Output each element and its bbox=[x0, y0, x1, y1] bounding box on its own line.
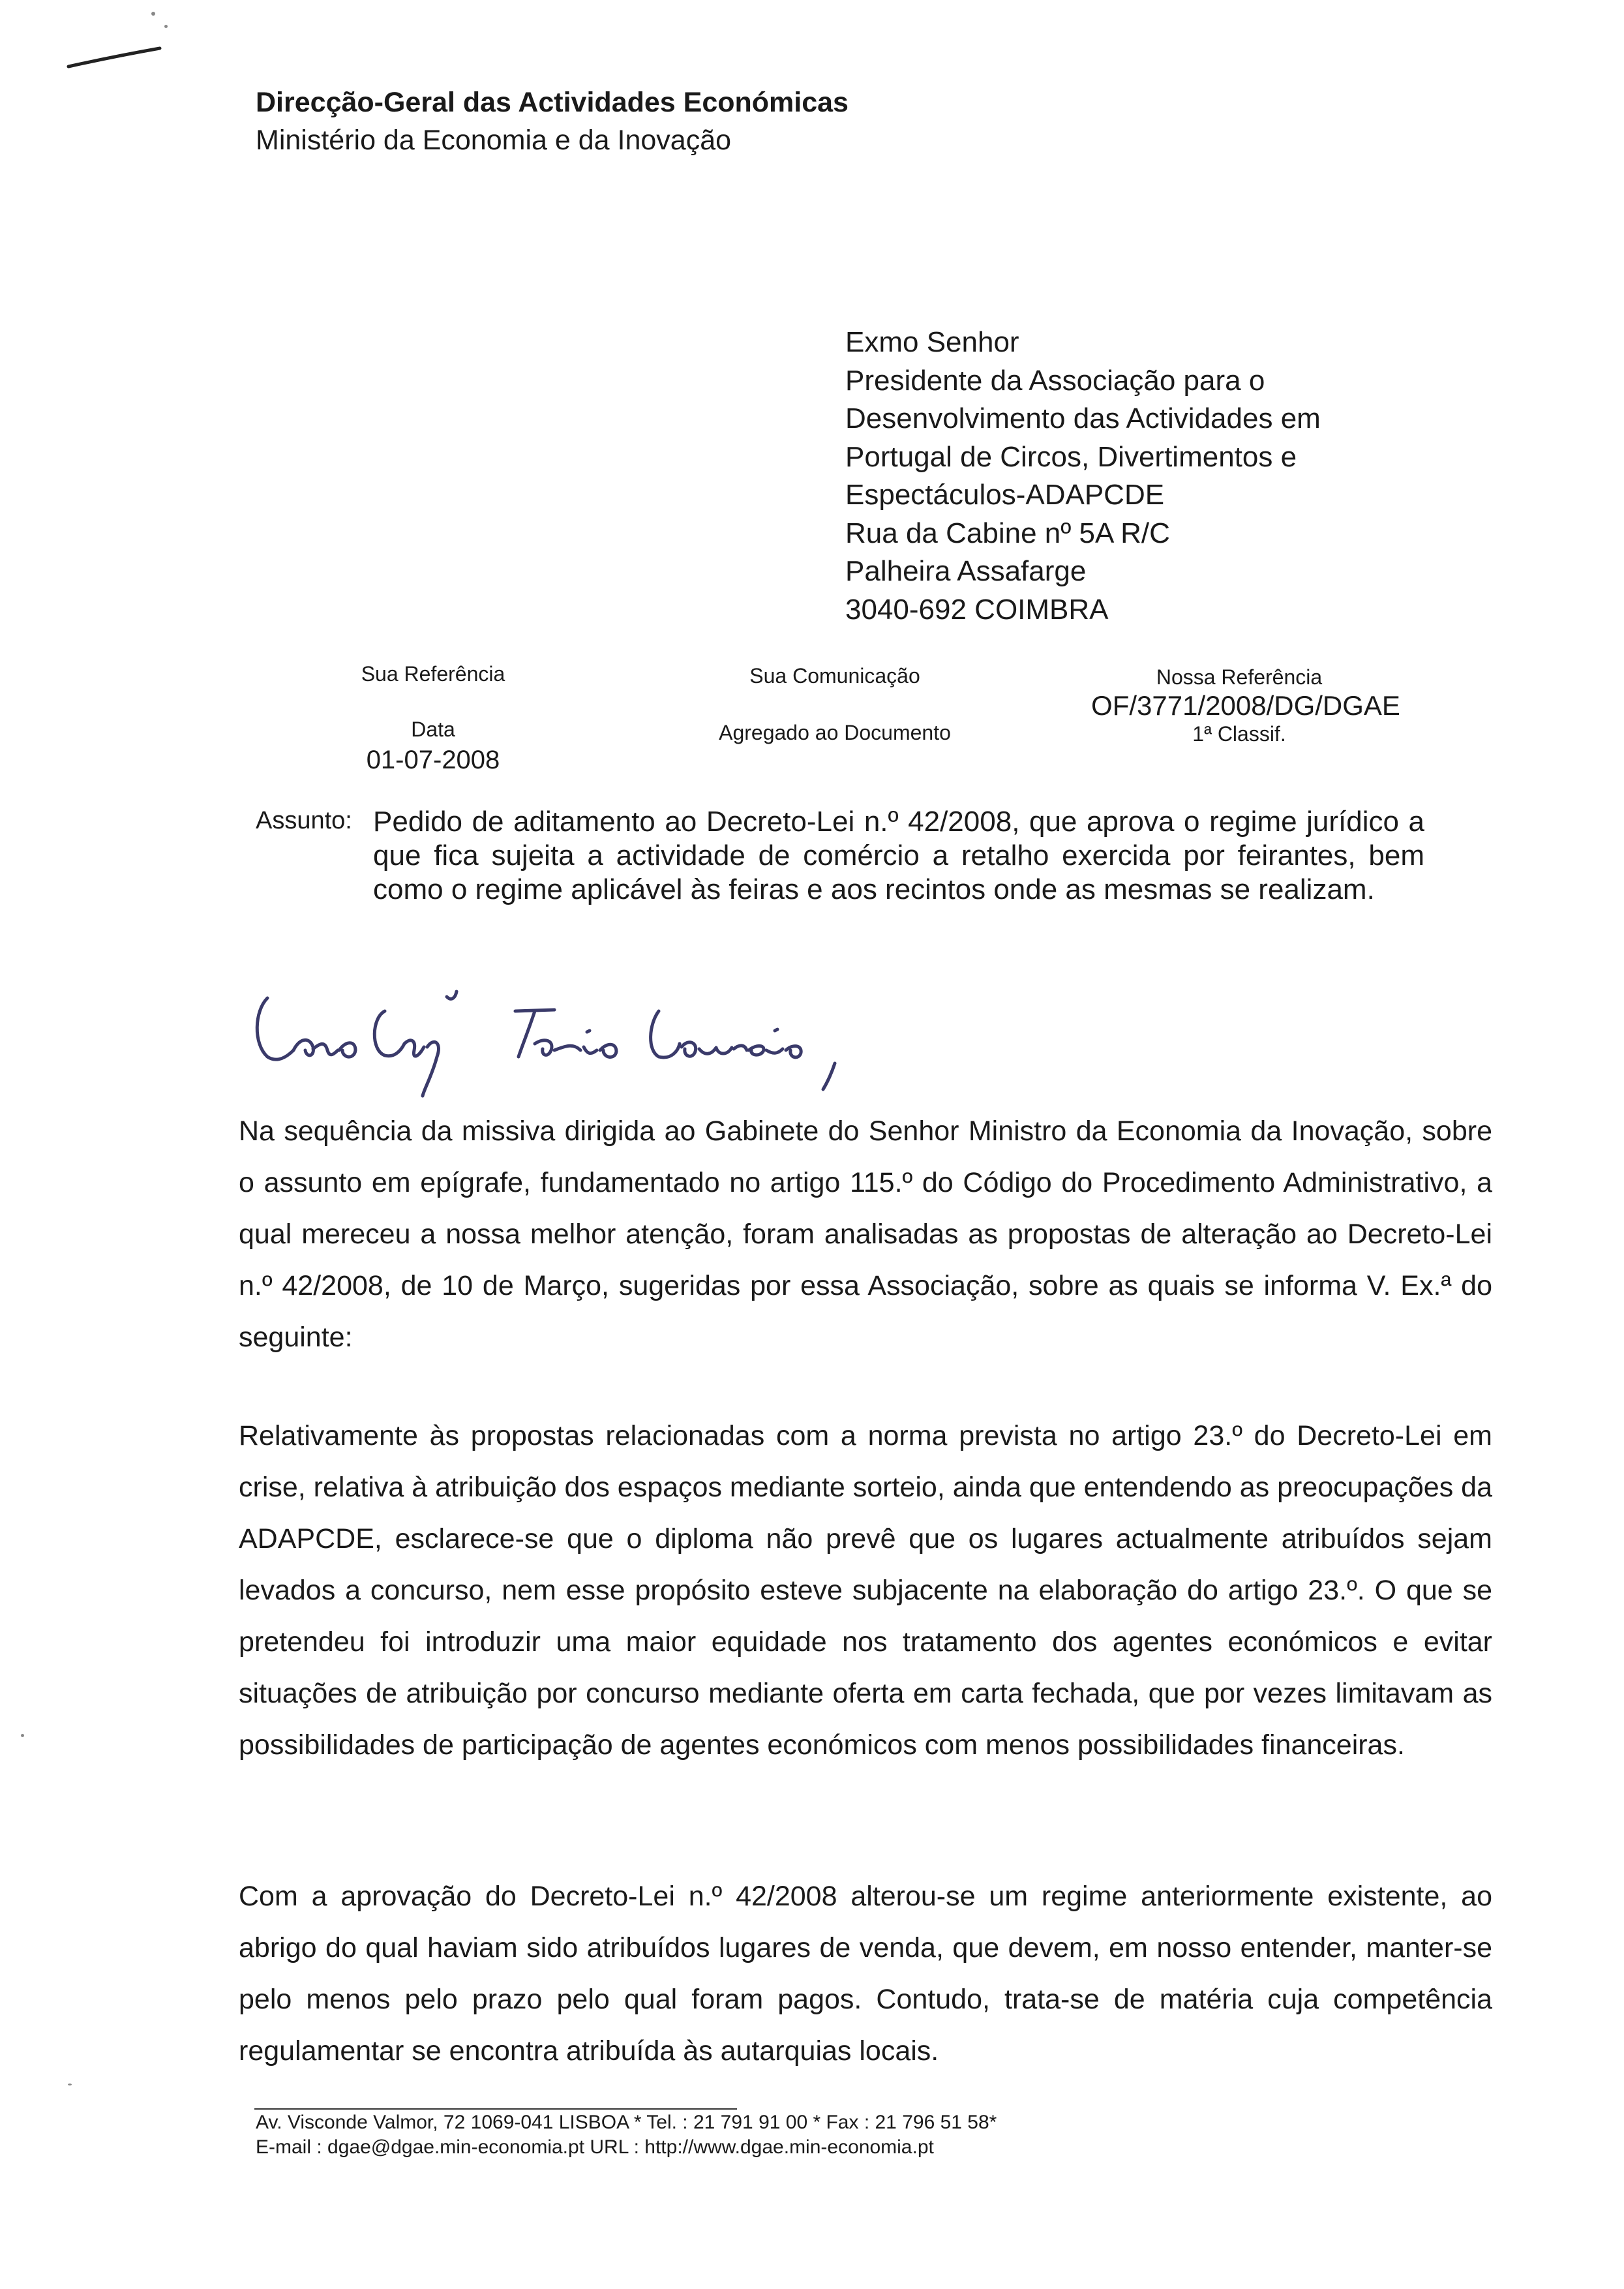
data-label: Data bbox=[411, 718, 455, 741]
agregado-label: Agregado ao Documento bbox=[719, 721, 951, 744]
addressee-line: Exmo Senhor bbox=[845, 326, 1019, 358]
pen-stroke-mark bbox=[65, 39, 163, 72]
addressee-line: 3040-692 COIMBRA bbox=[845, 593, 1109, 626]
scan-speck bbox=[164, 25, 168, 28]
addressee-line: Desenvolvimento das Actividades em bbox=[845, 402, 1321, 434]
organization-name: Direcção-Geral das Actividades Económicas bbox=[256, 87, 849, 118]
addressee-line: Portugal de Circos, Divertimentos e bbox=[845, 440, 1297, 473]
sua-referencia-label: Sua Referência bbox=[361, 662, 505, 686]
addressee-line: Palheira Assafarge bbox=[845, 555, 1087, 587]
body-paragraph: Relativamente às propostas relacionadas com a norma prevista no artigo 23.º do Decreto-Lei em crise, relativa à atribuição dos espaços mediante sorteio, ainda que entendendo as preocupações da ADAPCDE, esclarece-se que o diploma não prevê que os lugares actualmente atribuídos sejam levados a concurso, nem esse propósito esteve subjacente na elaboração do artigo 23.º. O que se pretendeu foi introduzir uma maior equidade nos tratamento dos agentes económicos e evitar situações de atribuição por concurso mediante oferta em carta fechada, que por vezes limitavam as possibilidades de participação de agentes económicos com menos possibilidades financeiras. bbox=[239, 1420, 1492, 1761]
body-paragraph: Na sequência da missiva dirigida ao Gabinete do Senhor Ministro da Economia da Inovação, sobre o assunto em epígrafe, fundamentado no artigo 115.º do Código do Procedimento Administrativo, a qual mereceu a nossa melhor atenção, foram analisadas as propostas de alteração ao Decreto-Lei n.º 42/2008, de 10 de Março, sugeridas por essa Associação, sobre as quais se informa V. Ex.ª do seguinte: bbox=[239, 1115, 1492, 1353]
nossa-referencia-label: Nossa Referência bbox=[1156, 665, 1323, 689]
body-paragraph: Com a aprovação do Decreto-Lei n.º 42/2008 alterou-se um regime anteriormente existente, ao abrigo do qual haviam sido atribuídos lugares de venda, que devem, em nosso entender, manter-se pelo menos pelo prazo pelo qual foram pagos. Contudo, trata-se de matéria cuja competência regulamentar se encontra atribuída às autarquias locais. bbox=[239, 1881, 1492, 2067]
addressee-line: Espectáculos-ADAPCDE bbox=[845, 479, 1165, 511]
footer-address: Av. Visconde Valmor, 72 1069-041 LISBOA * Tel. : 21 791 91 00 * Fax : 21 796 51 58* bbox=[256, 2112, 997, 2133]
subject-text: Pedido de aditamento ao Decreto-Lei n.º 42/2008, que aprova o regime jurídico a que fica sujeita a actividade de comércio a retalho exercida por feirantes, bem como o regime aplicável às feiras e aos recintos onde as mesmas se realizam. bbox=[373, 806, 1424, 905]
nossa-referencia-value: OF/3771/2008/DG/DGAE bbox=[1091, 690, 1400, 721]
subject-label: Assunto: bbox=[256, 807, 352, 834]
footer-contact: E-mail : dgae@dgae.min-economia.pt URL : http://www.dgae.min-economia.pt bbox=[256, 2136, 934, 2158]
sua-comunicacao-label: Sua Comunicação bbox=[749, 664, 920, 688]
addressee-block bbox=[845, 324, 1321, 629]
scan-speck bbox=[151, 12, 155, 16]
ministry-name: Ministério da Economia e da Inovação bbox=[256, 125, 732, 156]
scan-speck bbox=[21, 1734, 24, 1737]
data-value: 01-07-2008 bbox=[366, 746, 500, 774]
addressee-line: Presidente da Associação para o bbox=[845, 364, 1265, 397]
classif-label: 1ª Classif. bbox=[1192, 722, 1286, 746]
addressee-line: Rua da Cabine nº 5A R/C bbox=[845, 517, 1170, 549]
handwritten-salutation bbox=[248, 985, 874, 1102]
footer-divider bbox=[254, 2108, 737, 2110]
scan-speck bbox=[68, 2084, 72, 2085]
